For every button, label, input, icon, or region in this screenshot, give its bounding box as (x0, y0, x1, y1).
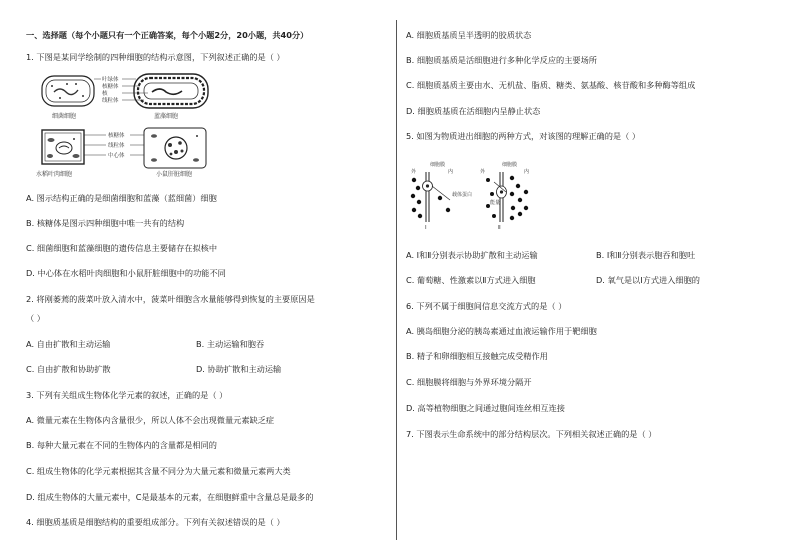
q3-option-d[interactable]: D. 组成生物体的大量元素中，C是最基本的元素，在细胞鲜重中含量总是最多的 (26, 492, 314, 502)
q4-stem: 4. 细胞质基质是细胞结构的重要组成部分。下列有关叙述错误的是（ ） (26, 517, 285, 527)
column-divider (396, 20, 397, 540)
q2-option-c[interactable]: C. 自由扩散和协助扩散 (26, 364, 111, 374)
caption-cyano: 蓝藻细胞 (154, 113, 179, 120)
q4-option-b[interactable]: B. 细胞质基质是活细胞进行多种化学反应的主要场所 (406, 55, 597, 65)
label-zhong-xin-ti: 中心体 (108, 153, 125, 159)
q4-option-a[interactable]: A. 细胞质基质呈半透明的胶质状态 (406, 30, 532, 40)
transport-panel-2 (486, 172, 528, 222)
label-membrane-2: 细胞膜 (502, 162, 518, 168)
q6-option-b[interactable]: B. 精子和卵细胞相互接触完成受精作用 (406, 351, 548, 361)
cyano-cell-drawing (134, 74, 208, 108)
q5-option-a[interactable]: A. Ⅰ和Ⅱ分别表示协助扩散和主动运输 (406, 250, 538, 260)
q3-option-a[interactable]: A. 微量元素在生物体内含量很少，所以人体不会出现微量元素缺乏症 (26, 415, 275, 425)
label-he-tang-ti: 核糖体 (102, 84, 119, 90)
q3-stem: 3. 下列有关组成生物体化学元素的叙述，正确的是（ ） (26, 390, 228, 400)
mouse-cell-drawing (144, 128, 206, 168)
q2-option-d[interactable]: D. 协助扩散和主动运输 (196, 364, 282, 374)
label-inside-1: 内 (448, 169, 454, 175)
caption-rice: 水稻叶肉细胞 (36, 171, 73, 178)
q1-option-c[interactable]: C. 细菌细胞和蓝藻细胞的遗传信息主要储存在拟核中 (26, 243, 218, 253)
q2-stem-line2: （ ） (26, 313, 45, 323)
label-he: 核 (102, 91, 108, 97)
q2-stem-line1: 2. 将刚萎蔫的菠菜叶放入清水中，菠菜叶细胞含水量能够得到恢复的主要原因是 (26, 294, 315, 304)
q5-stem: 5. 如图为物质进出细胞的两种方式，对该图的理解正确的是（ ） (406, 131, 641, 141)
label-energy: 能量 (490, 200, 501, 206)
q1-option-b[interactable]: B. 核糖体是图示四种细胞中唯一共有的结构 (26, 218, 185, 228)
q7-stem: 7. 下图表示生命系统中的部分结构层次。下列相关叙述正确的是（ ） (406, 429, 657, 439)
label-roman-2: Ⅱ (498, 225, 501, 230)
caption-bacteria: 细菌细胞 (52, 113, 77, 120)
q5-transport-figure (408, 158, 558, 230)
q4-option-c[interactable]: C. 细胞质基质主要由水、无机盐、脂质、糖类、氨基酸、核苷酸和多种酶等组成 (406, 80, 696, 90)
q4-option-d[interactable]: D. 细胞质基质在活细胞内呈静止状态 (406, 106, 541, 116)
q6-option-c[interactable]: C. 细胞膜将细胞与外界环境分隔开 (406, 377, 532, 387)
q1-option-a[interactable]: A. 图示结构正确的是细菌细胞和蓝藻（蓝细菌）细胞 (26, 193, 217, 203)
q6-option-d[interactable]: D. 高等植物细胞之间通过胞间连丝相互连接 (406, 403, 565, 413)
label-outside-1: 外 (411, 169, 417, 175)
q2-option-b[interactable]: B. 主动运输和胞吞 (196, 339, 265, 349)
q1-stem: 1. 下图是某同学绘制的四种细胞的结构示意图，下列叙述正确的是（ ） (26, 52, 285, 62)
rice-cell-drawing (42, 130, 84, 164)
q5-option-d[interactable]: D. 氧气是以Ⅰ方式进入细胞的 (596, 275, 700, 285)
transport-panel-1 (411, 172, 450, 222)
label-roman-1: Ⅰ (425, 225, 427, 230)
bacteria-cell-drawing (42, 76, 94, 106)
label-ye-lv-ti: 叶绿体 (102, 77, 119, 83)
section-title: 一、选择题（每个小题只有一个正确答案，每个小题2分，20小题，共40分） (26, 30, 309, 40)
label-inside-2: 内 (524, 169, 530, 175)
q3-option-b[interactable]: B. 每种大量元素在不同的生物体内的含量都是相同的 (26, 440, 217, 450)
q2-option-a[interactable]: A. 自由扩散和主动运输 (26, 339, 111, 349)
label-xian-li-ti-2: 线粒体 (108, 143, 125, 149)
q5-option-b[interactable]: B. Ⅰ和Ⅱ分别表示胞吞和胞吐 (596, 250, 696, 260)
q1-cell-figure (36, 70, 236, 180)
q1-option-d[interactable]: D. 中心体在水稻叶肉细胞和小鼠肝脏细胞中的功能不同 (26, 268, 226, 278)
label-xian-li-ti: 线粒体 (102, 98, 119, 104)
label-outside-2: 外 (480, 169, 486, 175)
q5-option-c[interactable]: C. 葡萄糖、性激素以Ⅱ方式进入细胞 (406, 275, 536, 285)
label-membrane-1: 细胞膜 (430, 162, 446, 168)
caption-mouse: 小鼠肝脏细胞 (156, 171, 193, 178)
q3-option-c[interactable]: C. 组成生物体的化学元素根据其含量不同分为大量元素和微量元素两大类 (26, 466, 291, 476)
label-he-tang-ti-2: 核糖体 (108, 133, 125, 139)
q6-option-a[interactable]: A. 胰岛细胞分泌的胰岛素通过血液运输作用于靶细胞 (406, 326, 597, 336)
q6-stem: 6. 下列不属于细胞间信息交流方式的是（ ） (406, 301, 567, 311)
label-carrier: 载体蛋白 (452, 192, 473, 198)
